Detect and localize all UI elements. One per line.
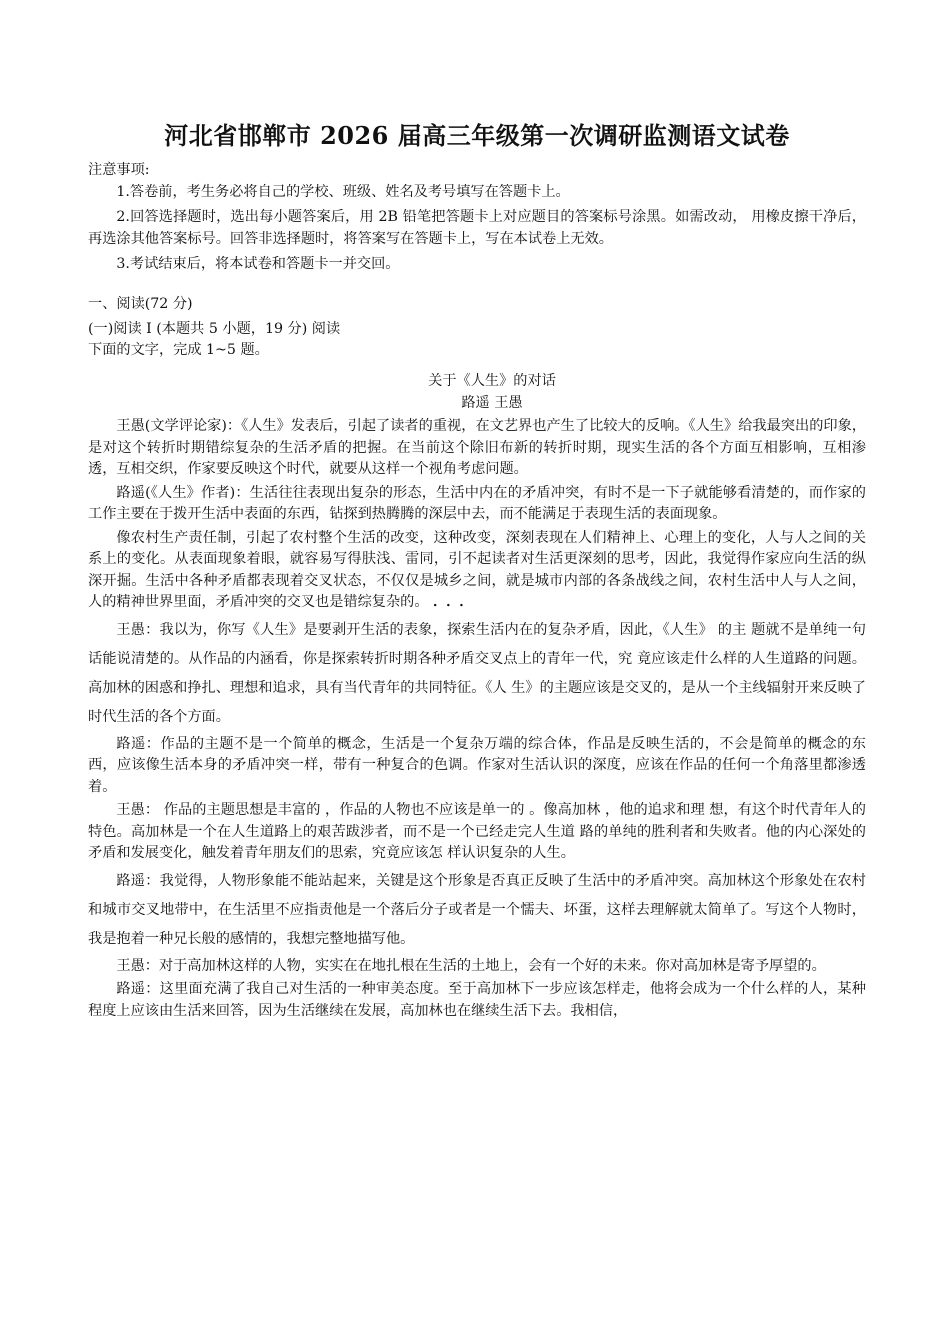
exam-page bbox=[88, 118, 866, 1024]
paragraph-text: 像农村生产责任制，引起了农村整个生活的改变，这种改变，深刻表现在人们精神上、心理上的变化，人与人之间的关系上的变化。从表面现象着眼，就容易写得肤浅、雷同，引不起读者对生活更深刻的思考，因此，我觉得作家应向生活的纵深开掘。生活中各种矛盾都表现着交叉状态，不仅仅是城乡之间，就是城市内部的各条战线之间，农村生活中人与人之间，人的精神世界里面，矛盾冲突的交叉也是错综复杂的。 bbox=[88, 529, 866, 610]
spacer bbox=[88, 280, 866, 294]
notice-heading: 注意事项: bbox=[88, 162, 150, 178]
notice-item-3: 3.考试结束后，将本试卷和答题卡一并交回。 bbox=[116, 256, 400, 272]
notice-item-1: 1.答卷前，考生务必将自己的学校、班级、姓名及考号填写在答题卡上。 bbox=[116, 183, 570, 200]
section-heading: 一、阅读(72 分) bbox=[88, 295, 193, 312]
article-paragraph: 路遥：我觉得，人物形象能不能站起来，关键是这个形象是否真正反映了生活中的矛盾冲突。高加林这个形象处在农村和城市交叉地带中，在生活里不应指责他是一个落后分子或者是一个懦夫、坏蛋，这样去理解就太简单了。写这个人物时，我是抱着一种兄长般的感情的，我想完整地描写他。 bbox=[88, 872, 866, 947]
reading-instructions: (一)阅读 Ⅰ (本题共 5 小题，19 分) 阅读下面的文字，完成 1~5 题。 bbox=[88, 321, 341, 358]
emphasis-dots: ．．． bbox=[433, 594, 480, 610]
article-paragraph: 王愚(文学评论家)：《人生》发表后，引起了读者的重视，在文艺界也产生了比较大的反响。《人生》给我最突出的印象，是对这个转折时期错综复杂的生活矛盾的把握。在当前这个除旧布新的转折时期，现实生活的各个方面互相影响，互相渗透，互相交织，作家要反映这个时代，就要从这样一个视角考虑问题。 bbox=[88, 418, 866, 477]
notice-item-2: 2.回答选择题时，选出每小题答案后，用 2B 铅笔把答题卡上对应题目的答案标号涂黑。如需改动， 用橡皮擦干净后，再选涂其他答案标号。回答非选择题时，将答案写在答题卡上，写在本试卷上无效。 bbox=[88, 209, 866, 247]
article-authors: 路遥 王愚 bbox=[461, 394, 523, 411]
article-paragraph: 路遥(《人生》作者)：生活往往表现出复杂的形态，生活中内在的矛盾冲突，有时不是一下子就能够看清楚的，而作家的工作主要在于拨开生活中表面的东西，钻探到热腾腾的深层中去，而不能满足于表现生活的表面现象。 bbox=[88, 484, 866, 522]
article-paragraph: 王愚：我以为，你写《人生》是要剥开生活的表象，探索生活内在的复杂矛盾，因此，《人生》 的主 题就不是单纯一句话能说清楚的。从作品的内涵看，你是探索转折时期各种矛盾交叉点上的青年一代，究 竟应该走什么样的人生道路的问题。高加林的困惑和挣扎、理想和追求，具有当代青年的共同特征。《人 生》的主题应该是交叉的，是从一个主线辐射开来反映了时代生活的各个方面。 bbox=[88, 621, 866, 725]
article-paragraph: 王愚： 作品的主题思想是丰富的 ，作品的人物也不应该是单一的 。像高加林 ，他的追求和理 想，有这个时代青年人的特色。高加林是一个在人生道路上的艰苦跋涉者，而不是一个已经走完人生道 路的单纯的胜利者和失败者。他的内心深处的矛盾和发展变化，触发着青年朋友们的思索，究竟应该怎 样认识复杂的人生。 bbox=[88, 802, 866, 861]
article-title: 关于《人生》的对话 bbox=[428, 373, 556, 389]
article-paragraph bbox=[88, 528, 866, 614]
article-paragraph: 路遥：作品的主题不是一个简单的概念，生活是一个复杂万端的综合体，作品是反映生活的，不会是简单的概念的东西，应该像生活本身的矛盾冲突一样，带有一种复合的色调。作家对生活认识的深度，应该在作品的任何一个角落里都渗透着。 bbox=[88, 735, 866, 795]
article-paragraph: 路遥：这里面充满了我自己对生活的一种审美态度。至于高加林下一步应该怎样走，他将会成为一个什么样的人，某种程度上应该由生活来回答，因为生活继续在发展，高加林也在继续生活下去。我相信， bbox=[88, 981, 866, 1019]
article-paragraph: 王愚：对于高加林这样的人物，实实在在地扎根在生活的土地上，会有一个好的未来。你对高加林是寄予厚望的。 bbox=[116, 957, 826, 974]
exam-title: 河北省邯郸市 2026 届高三年级第一次调研监测语文试卷 bbox=[164, 121, 790, 150]
